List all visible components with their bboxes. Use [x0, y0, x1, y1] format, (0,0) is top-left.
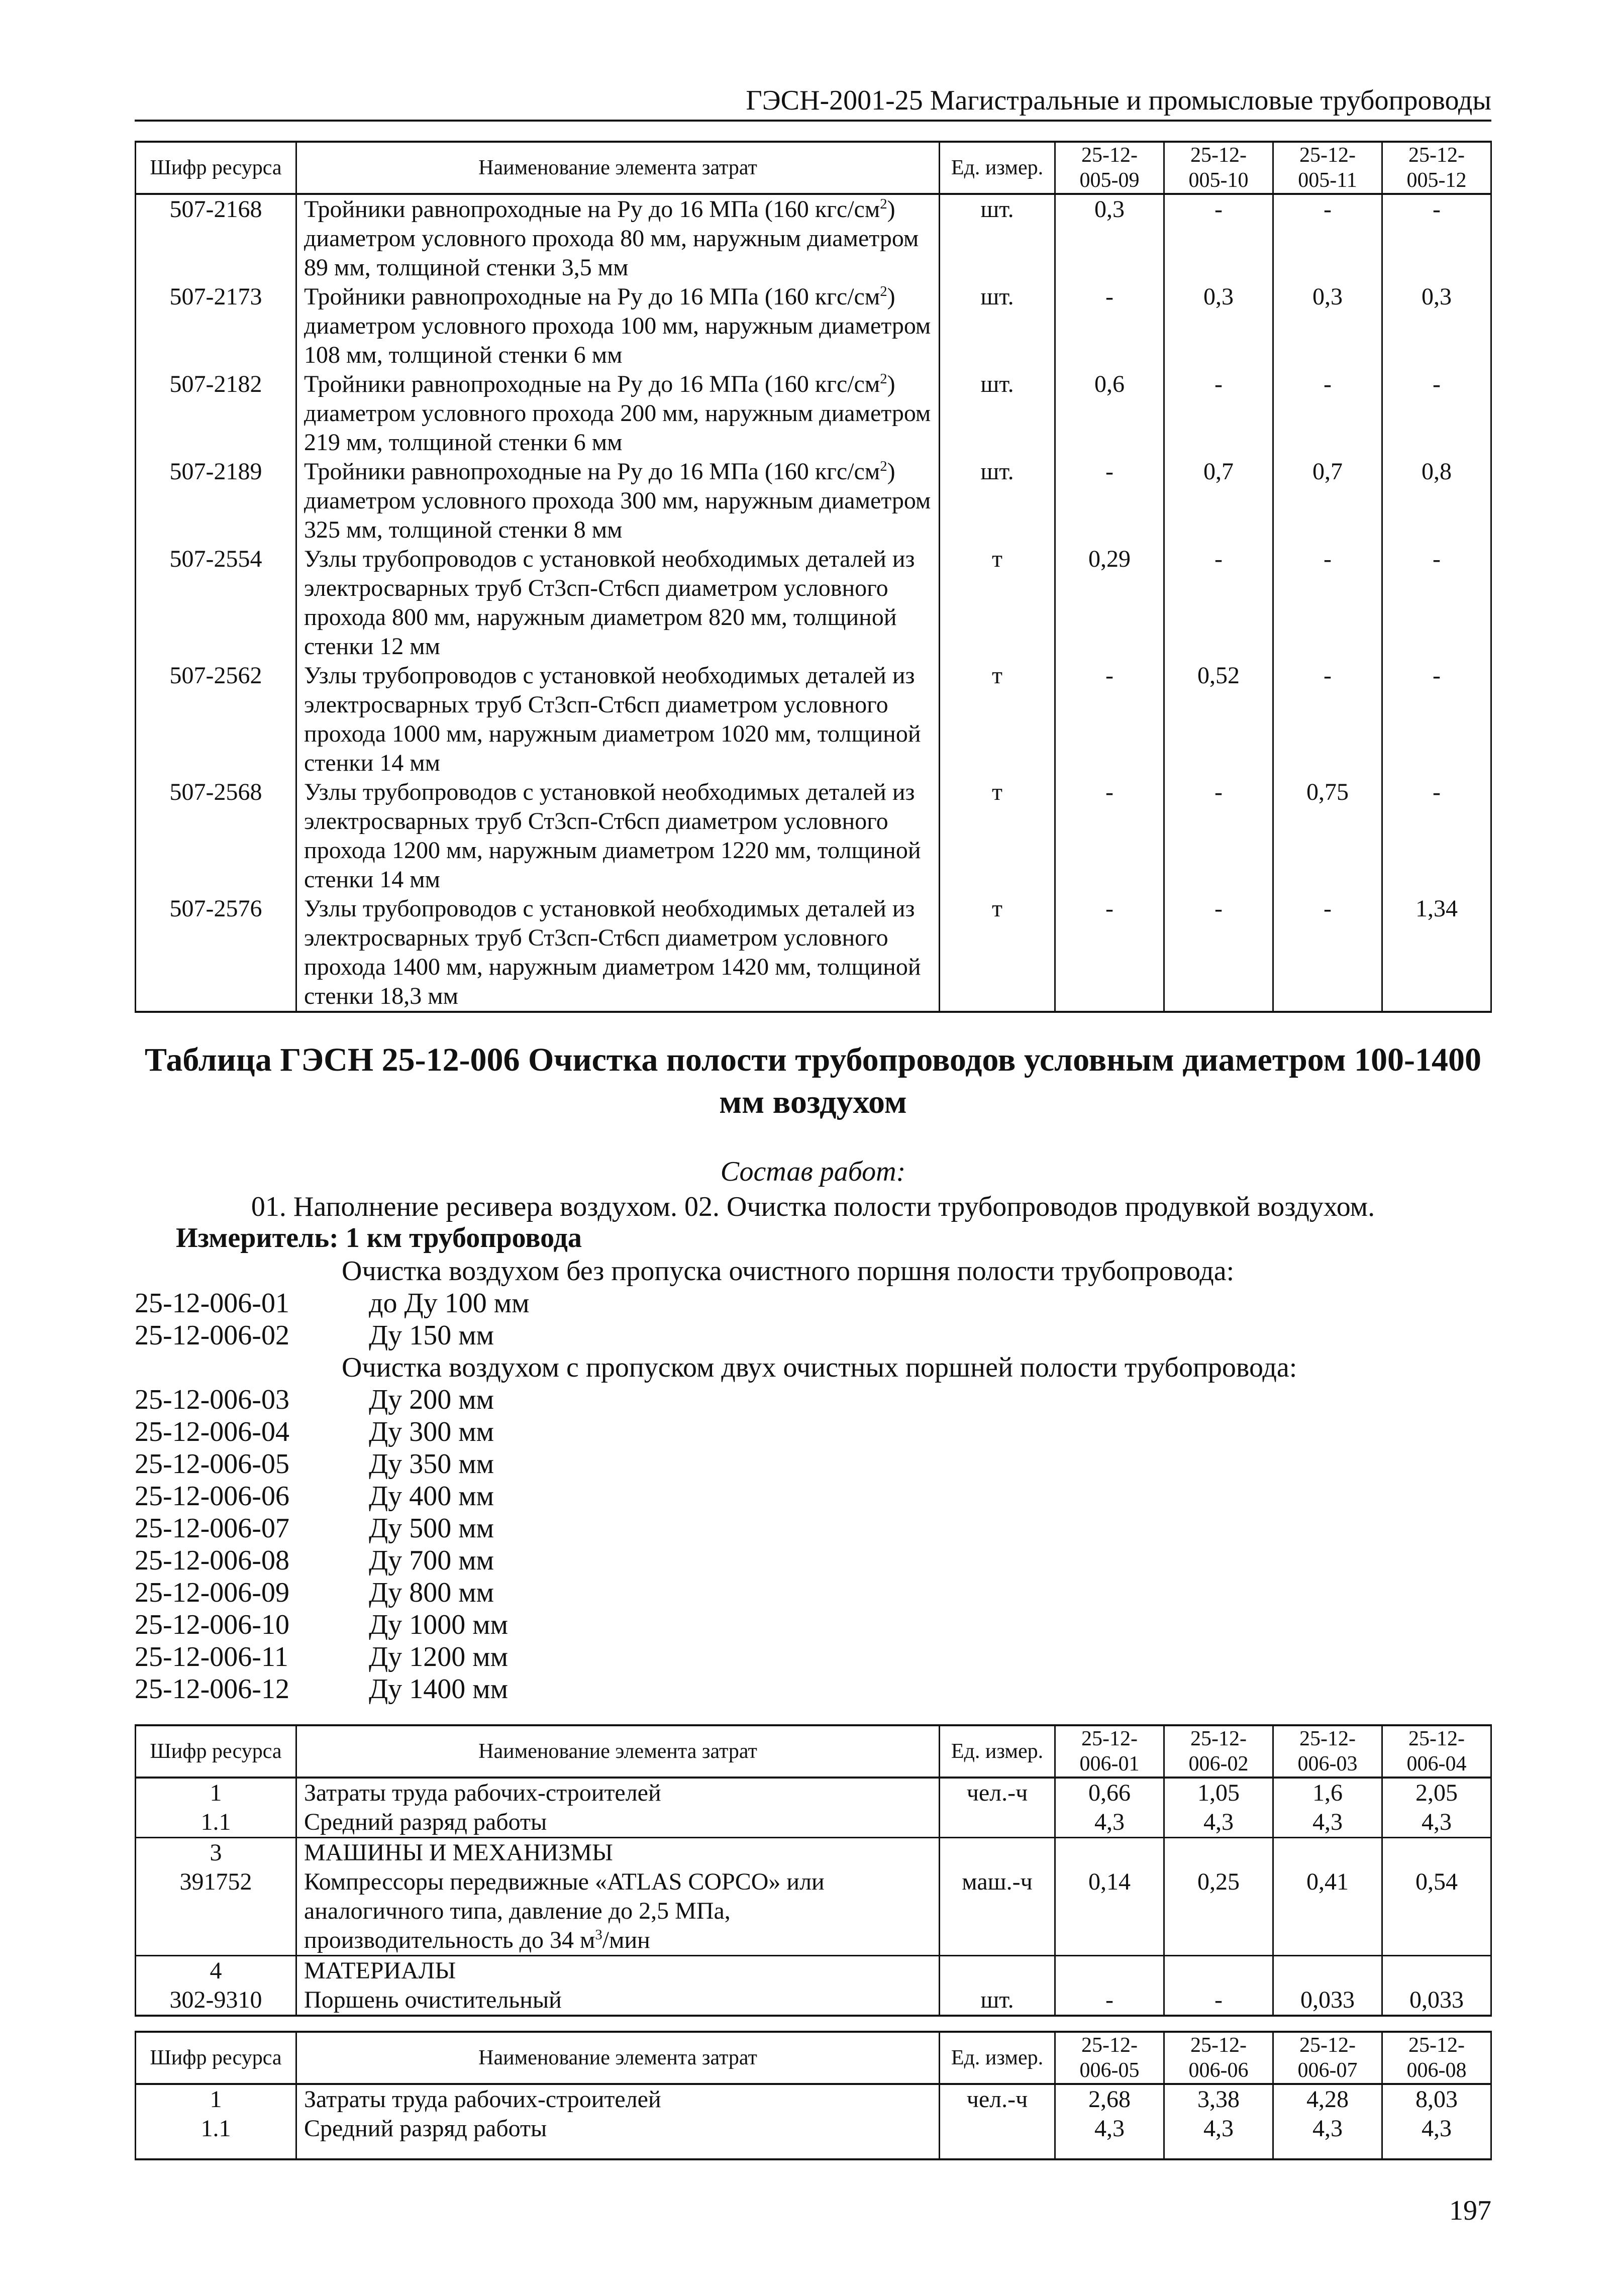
value-cell: - [1055, 457, 1164, 545]
header-col2: 25-12-006-06 [1164, 2032, 1273, 2084]
variant-text: Ду 1200 мм [369, 1641, 509, 1673]
composition-label: Состав работ: [720, 1156, 906, 1187]
resource-code: 1 [136, 1778, 296, 1808]
resource-unit: шт. [940, 1986, 1055, 2016]
resource-code: 507-2568 [136, 778, 296, 894]
variant-code: 25-12-006-02 [135, 1320, 289, 1351]
table-row [136, 1808, 1491, 1838]
header-name: Наименование элемента затрат [296, 1725, 940, 1778]
table-row [136, 661, 1491, 778]
value-cell: - [1164, 778, 1273, 894]
value-cell: 0,3 [1164, 282, 1273, 370]
resource-unit: т [940, 661, 1055, 778]
resource-name: Средний разряд работы [296, 1808, 940, 1838]
variant-row [135, 1384, 494, 1416]
resource-unit: шт. [940, 194, 1055, 282]
value-cell: - [1382, 545, 1491, 661]
resource-table-006-b [135, 2031, 1492, 2160]
variant-code: 25-12-006-07 [135, 1513, 289, 1544]
value-cell: 0,14 [1055, 1867, 1164, 1956]
resource-unit: чел.-ч [940, 2084, 1055, 2114]
table-header-row [136, 2032, 1491, 2084]
resource-code: 1 [136, 2084, 296, 2114]
variant-code: 25-12-006-06 [135, 1481, 289, 1512]
composition-text: 01. Наполнение ресивера воздухом. 02. Очистка полости трубопроводов продувкой воздухом. [251, 1191, 1375, 1222]
resource-name: Средний разряд работы [296, 2114, 940, 2159]
table-row [136, 2084, 1491, 2114]
variant-code: 25-12-006-04 [135, 1416, 289, 1447]
variant-row [135, 1416, 494, 1448]
group-heading-2: Очистка воздухом с пропуском двух очистных поршней полости трубопровода: [342, 1352, 1297, 1383]
value-cell: 1,6 [1273, 1778, 1382, 1808]
variant-code: 25-12-006-05 [135, 1448, 289, 1480]
table-row [136, 894, 1491, 1012]
variant-row [135, 1512, 494, 1544]
resource-name: Тройники равнопроходные на Ру до 16 МПа (160 кгс/$см^2$) диаметром условного прохода 100 мм, наружным диаметром 108 мм, толщиной стенки 6 мм [296, 282, 940, 370]
resource-code: 391752 [136, 1867, 296, 1956]
resource-name: Компрессоры передвижные «ATLAS COPCO» или аналогичного типа, давление до 2,5 МПа, производительность до 34 $м^3$/мин [296, 1867, 940, 1956]
resource-name: Затраты труда рабочих-строителей [296, 1778, 940, 1808]
value-cell: - [1055, 282, 1164, 370]
value-cell: 4,3 [1055, 1808, 1164, 1838]
variant-row [135, 1673, 508, 1705]
value-cell: 3,38 [1164, 2084, 1273, 2114]
variant-row [135, 1480, 494, 1512]
value-cell: - [1273, 370, 1382, 457]
resource-code: 507-2554 [136, 545, 296, 661]
section-heading: МАШИНЫ И МЕХАНИЗМЫ [296, 1838, 940, 1868]
value-cell: 4,3 [1164, 2114, 1273, 2159]
value-cell: - [1382, 778, 1491, 894]
page-number: 197 [1449, 2195, 1491, 2226]
table-row [136, 2114, 1491, 2159]
header-col3: 25-12-005-11 [1273, 142, 1382, 194]
resource-code: 302-9310 [136, 1986, 296, 2016]
value-cell: 0,3 [1055, 194, 1164, 282]
variant-text: до Ду 100 мм [369, 1288, 530, 1319]
resource-name: Узлы трубопроводов с установкой необходимых деталей из электросварных труб Ст3сп-Ст6сп диаметром условного прохода 1200 мм, наружным диаметром 1220 мм, толщиной стенки 14 мм [296, 778, 940, 894]
variant-row [135, 1319, 494, 1351]
variant-code: 25-12-006-12 [135, 1674, 289, 1705]
variant-row [135, 1577, 494, 1609]
header-code: Шифр ресурса [136, 142, 296, 194]
variant-text: Ду 150 мм [369, 1320, 494, 1351]
resource-code: 507-2189 [136, 457, 296, 545]
resource-code: 507-2173 [136, 282, 296, 370]
resource-name: Тройники равнопроходные на Ру до 16 МПа (160 кгс/$см^2$) диаметром условного прохода 80 мм, наружным диаметром 89 мм, толщиной стенки 3,5 мм [296, 194, 940, 282]
value-cell: 4,3 [1164, 1808, 1273, 1838]
value-cell: 2,05 [1382, 1778, 1491, 1808]
resource-name: Тройники равнопроходные на Ру до 16 МПа (160 кгс/$см^2$) диаметром условного прохода 200 мм, наружным диаметром 219 мм, толщиной стенки 6 мм [296, 370, 940, 457]
variant-code: 25-12-006-11 [135, 1641, 288, 1673]
table-header-row [136, 1725, 1491, 1778]
table-header-row [136, 142, 1491, 194]
value-cell: 0,52 [1164, 661, 1273, 778]
value-cell: 0,66 [1055, 1778, 1164, 1808]
variant-row [135, 1448, 494, 1480]
resource-unit: т [940, 894, 1055, 1012]
variant-text: Ду 1000 мм [369, 1609, 509, 1640]
variant-text: Ду 200 мм [369, 1384, 494, 1415]
value-cell: 0,29 [1055, 545, 1164, 661]
value-cell: - [1164, 1986, 1273, 2016]
resource-unit: маш.-ч [940, 1867, 1055, 1956]
resource-code: 1.1 [136, 1808, 296, 1838]
resource-code: 1.1 [136, 2114, 296, 2159]
table-row [136, 457, 1491, 545]
variant-row [135, 1287, 530, 1319]
variant-row [135, 1544, 494, 1577]
value-cell: - [1055, 1986, 1164, 2016]
table-row [136, 545, 1491, 661]
variant-code: 25-12-006-03 [135, 1384, 289, 1415]
resource-name: Тройники равнопроходные на Ру до 16 МПа (160 кгс/$см^2$) диаметром условного прохода 300 мм, наружным диаметром 325 мм, толщиной стенки 8 мм [296, 457, 940, 545]
resource-code: 3 [136, 1838, 296, 1868]
resource-unit: шт. [940, 282, 1055, 370]
table-row [136, 194, 1491, 282]
value-cell: 0,41 [1273, 1867, 1382, 1956]
header-unit: Ед. измер. [940, 142, 1055, 194]
value-cell: - [1273, 194, 1382, 282]
value-cell: 0,033 [1382, 1986, 1491, 2016]
resource-name: Узлы трубопроводов с установкой необходимых деталей из электросварных труб Ст3сп-Ст6сп диаметром условного прохода 1400 мм, наружным диаметром 1420 мм, толщиной стенки 18,3 мм [296, 894, 940, 1012]
value-cell: 0,25 [1164, 1867, 1273, 1956]
resource-unit: шт. [940, 370, 1055, 457]
table-row [136, 1867, 1491, 1956]
variant-text: Ду 300 мм [369, 1416, 494, 1447]
variant-text: Ду 500 мм [369, 1513, 494, 1544]
variant-row [135, 1609, 508, 1641]
value-cell: 1,34 [1382, 894, 1491, 1012]
value-cell: - [1382, 370, 1491, 457]
resource-unit [940, 1808, 1055, 1838]
header-col3: 25-12-006-03 [1273, 1725, 1382, 1778]
section-heading: МАТЕРИАЛЫ [296, 1956, 940, 1986]
variant-text: Ду 1400 мм [369, 1674, 509, 1705]
table-row [136, 370, 1491, 457]
header-col4: 25-12-006-08 [1382, 2032, 1491, 2084]
resource-code: 507-2576 [136, 894, 296, 1012]
value-cell: - [1273, 661, 1382, 778]
table-row [136, 1956, 1491, 1986]
variant-code: 25-12-006-08 [135, 1545, 289, 1576]
value-cell: 1,05 [1164, 1778, 1273, 1808]
measure-unit: Измеритель: 1 км трубопровода [176, 1222, 582, 1254]
value-cell: 4,3 [1055, 2114, 1164, 2159]
variant-text: Ду 350 мм [369, 1448, 494, 1480]
table-row [136, 1986, 1491, 2016]
resource-table-005 [135, 141, 1492, 1013]
value-cell: - [1055, 894, 1164, 1012]
value-cell: - [1164, 194, 1273, 282]
header-col4: 25-12-006-04 [1382, 1725, 1491, 1778]
variant-text: Ду 800 мм [369, 1577, 494, 1608]
resource-name: Узлы трубопроводов с установкой необходимых деталей из электросварных труб Ст3сп-Ст6сп диаметром условного прохода 1000 мм, наружным диаметром 1020 мм, толщиной стенки 14 мм [296, 661, 940, 778]
running-header: ГЭСН-2001-25 Магистральные и промысловые трубопроводы [135, 84, 1491, 122]
value-cell: 8,03 [1382, 2084, 1491, 2114]
table-row [136, 282, 1491, 370]
resource-unit: шт. [940, 457, 1055, 545]
resource-code: 507-2562 [136, 661, 296, 778]
header-col3: 25-12-006-07 [1273, 2032, 1382, 2084]
value-cell: 0,8 [1382, 457, 1491, 545]
resource-name: Поршень очистительный [296, 1986, 940, 2016]
variant-row [135, 1641, 508, 1673]
group-heading-1: Очистка воздухом без пропуска очистного поршня полости трубопровода: [342, 1256, 1235, 1287]
value-cell: - [1164, 894, 1273, 1012]
resource-unit: т [940, 545, 1055, 661]
value-cell: - [1164, 370, 1273, 457]
value-cell: 0,033 [1273, 1986, 1382, 2016]
table-row [136, 778, 1491, 894]
resource-code: 507-2182 [136, 370, 296, 457]
value-cell: 4,3 [1382, 1808, 1491, 1838]
variant-code: 25-12-006-09 [135, 1577, 289, 1608]
resource-name: Узлы трубопроводов с установкой необходимых деталей из электросварных труб Ст3сп-Ст6сп диаметром условного прохода 800 мм, наружным диаметром 820 мм, толщиной стенки 12 мм [296, 545, 940, 661]
variant-code: 25-12-006-01 [135, 1288, 289, 1319]
value-cell: - [1382, 661, 1491, 778]
value-cell: - [1164, 545, 1273, 661]
section-title: Таблица ГЭСН 25-12-006 Очистка полости трубопроводов условным диаметром 100-1400 мм воздухом [145, 1041, 1481, 1120]
value-cell: 0,3 [1273, 282, 1382, 370]
value-cell: - [1382, 194, 1491, 282]
value-cell: 2,68 [1055, 2084, 1164, 2114]
header-col1: 25-12-006-05 [1055, 2032, 1164, 2084]
variant-code: 25-12-006-10 [135, 1609, 289, 1640]
header-name: Наименование элемента затрат [296, 2032, 940, 2084]
resource-name: Затраты труда рабочих-строителей [296, 2084, 940, 2114]
value-cell: - [1055, 661, 1164, 778]
header-col2: 25-12-006-02 [1164, 1725, 1273, 1778]
variant-text: Ду 700 мм [369, 1545, 494, 1576]
table-row [136, 1778, 1491, 1808]
table-row [136, 1838, 1491, 1868]
value-cell: 0,7 [1273, 457, 1382, 545]
value-cell: 0,6 [1055, 370, 1164, 457]
resource-unit: чел.-ч [940, 1778, 1055, 1808]
value-cell: 4,3 [1273, 2114, 1382, 2159]
value-cell: 4,3 [1382, 2114, 1491, 2159]
value-cell: - [1273, 545, 1382, 661]
resource-unit: т [940, 778, 1055, 894]
value-cell: 0,75 [1273, 778, 1382, 894]
value-cell: - [1273, 894, 1382, 1012]
resource-unit [940, 2114, 1055, 2159]
header-col1: 25-12-005-09 [1055, 142, 1164, 194]
header-col2: 25-12-005-10 [1164, 142, 1273, 194]
resource-table-006-a [135, 1724, 1492, 2017]
resource-code: 507-2168 [136, 194, 296, 282]
header-unit: Ед. измер. [940, 2032, 1055, 2084]
value-cell: 0,54 [1382, 1867, 1491, 1956]
header-name: Наименование элемента затрат [296, 142, 940, 194]
header-unit: Ед. измер. [940, 1725, 1055, 1778]
resource-code: 4 [136, 1956, 296, 1986]
value-cell: 0,7 [1164, 457, 1273, 545]
value-cell: 0,3 [1382, 282, 1491, 370]
variant-text: Ду 400 мм [369, 1481, 494, 1512]
header-col1: 25-12-006-01 [1055, 1725, 1164, 1778]
value-cell: 4,28 [1273, 2084, 1382, 2114]
header-col4: 25-12-005-12 [1382, 142, 1491, 194]
value-cell: 4,3 [1273, 1808, 1382, 1838]
header-code: Шифр ресурса [136, 2032, 296, 2084]
header-code: Шифр ресурса [136, 1725, 296, 1778]
value-cell: - [1055, 778, 1164, 894]
